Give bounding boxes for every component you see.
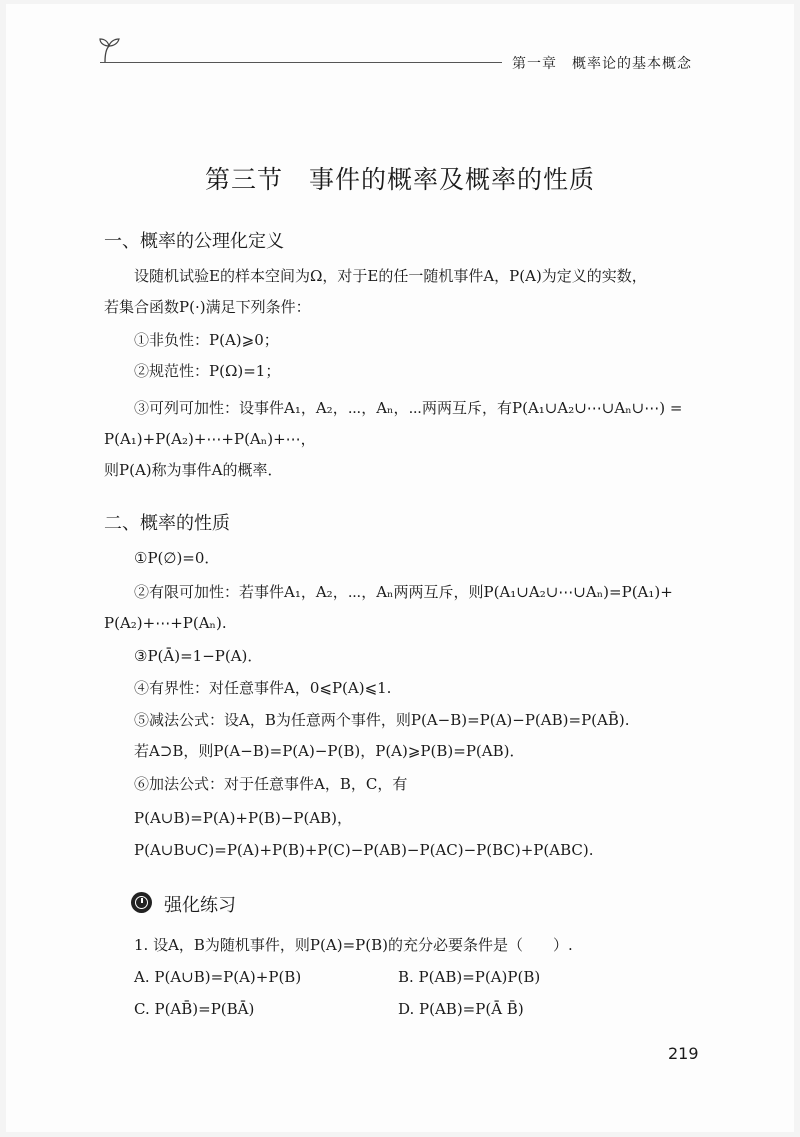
text-line: 设随机试验E的样本空间为Ω，对于E的任一随机事件A，P(A)为定义的实数， <box>134 267 647 285</box>
formula-line: P(A∪B)=P(A)+P(B)−P(AB)， <box>134 809 353 827</box>
option-a: A. P(A∪B)=P(A)+P(B) <box>134 968 302 986</box>
text-line: 则P(A)称为事件A的概率． <box>104 461 283 479</box>
text-line: P(A₁)+P(A₂)+⋯+P(Aₙ)+⋯， <box>104 430 316 448</box>
text-line: P(A₂)+⋯+P(Aₙ). <box>104 614 227 632</box>
text-line: ①非负性：P(A)⩾0； <box>134 331 279 349</box>
text-line: ④有界性：对任意事件A，0⩽P(A)⩽1. <box>134 679 392 697</box>
text-line: ②规范性：P(Ω)=1； <box>134 362 281 380</box>
text-line: ③P(Ā)=1−P(A)． <box>134 647 263 665</box>
question-text: 1. 设A，B为随机事件，则P(A)=P(B)的充分必要条件是（ ）. <box>134 936 573 954</box>
chapter-header: 第一章 概率论的基本概念 <box>512 56 692 72</box>
text-line: ③可列可加性：设事件A₁，A₂，⋯，Aₙ，⋯两两互斥，有P(A₁∪A₂∪⋯∪Aₙ∪⋯) = <box>134 399 683 417</box>
text-line: ①P(∅)=0． <box>134 549 220 567</box>
text-line: ②有限可加性：若事件A₁，A₂，⋯，Aₙ两两互斥，则P(A₁∪A₂∪⋯∪Aₙ)=P(A₁)+ <box>134 583 673 601</box>
heading-probability-properties: 二、概率的性质 <box>104 513 230 534</box>
text-line: 若集合函数P(·)满足下列条件： <box>104 298 311 316</box>
option-d: D. P(AB)=P(Ā B̄) <box>398 1000 524 1018</box>
text-line: 若A⊃B，则P(A−B)=P(A)−P(B)，P(A)⩾P(B)=P(AB)． <box>134 742 525 760</box>
text-line: ⑥加法公式：对于任意事件A，B，C，有 <box>134 775 408 793</box>
formula-line: P(A∪B∪C)=P(A)+P(B)+P(C)−P(AB)−P(AC)−P(BC)+P(ABC). <box>134 841 594 859</box>
clock-icon <box>131 892 152 913</box>
page-number: 219 <box>668 1044 699 1063</box>
practice-title: 强化练习 <box>164 895 236 916</box>
text-line: ⑤减法公式：设A，B为任意两个事件，则P(A−B)=P(A)−P(AB)=P(AB̄). <box>134 711 630 729</box>
heading-axiomatic-definition: 一、概率的公理化定义 <box>104 231 284 252</box>
option-b: B. P(AB)=P(A)P(B) <box>398 968 541 986</box>
option-c: C. P(AB̄)=P(BĀ) <box>134 1000 255 1018</box>
header-rule <box>100 62 502 63</box>
section-title: 第三节 事件的概率及概率的性质 <box>204 165 595 194</box>
